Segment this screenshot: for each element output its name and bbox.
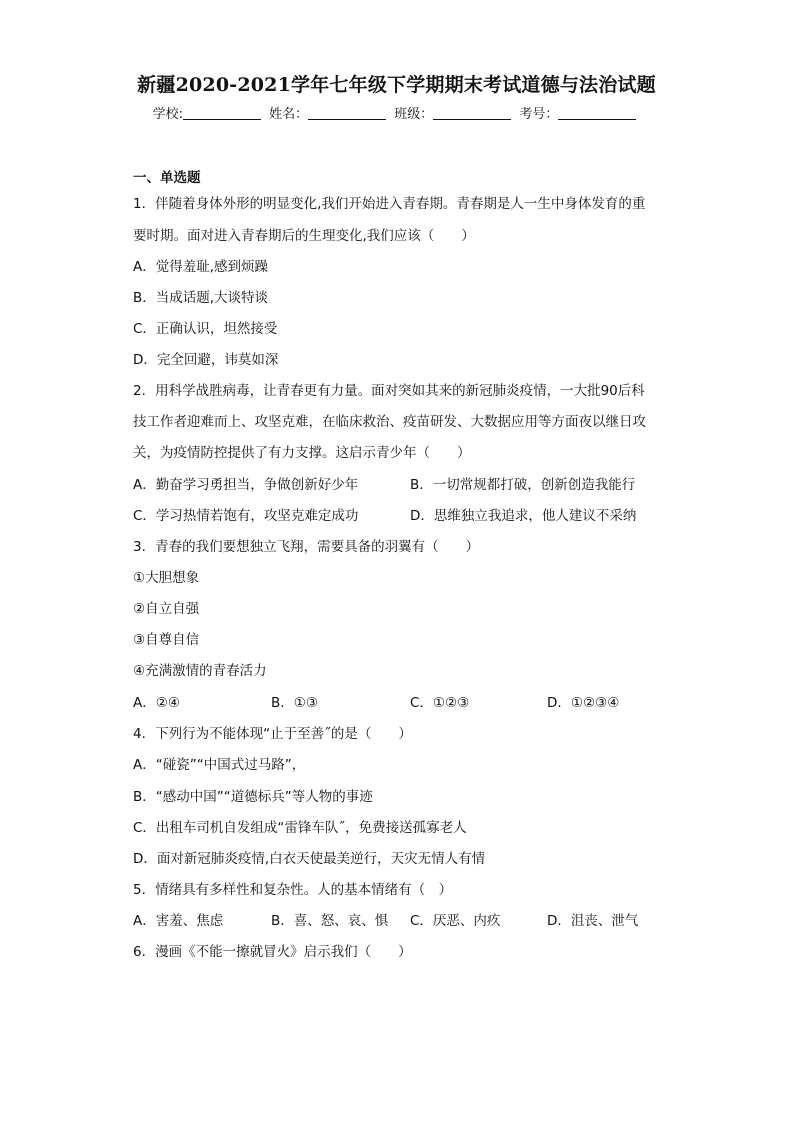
q2-option-a: A．勤奋学习勇担当，争做创新好少年 [133, 477, 359, 493]
q1-option-a: A．觉得羞耻,感到烦躁 [133, 259, 269, 275]
q5-option-c: C．厌恶、内疚 [410, 913, 501, 929]
q3-option-d: D．①②③④ [547, 695, 620, 711]
q2-stem-line-2: 技工作者迎难而上、攻坚克难，在临床救治、疫苗研发、大数据应用等方面夜以继日攻 [133, 414, 646, 430]
number-blank[interactable] [558, 107, 636, 120]
q3-item-3: ③自尊自信 [133, 632, 200, 648]
q5-option-b: B．喜、怒、哀、惧 [271, 913, 389, 929]
q2-option-c: C．学习热情若饱有，攻坚克难定成功 [133, 508, 359, 524]
q4-option-b: B．“感动中国”“道德标兵”等人物的事迹 [133, 789, 373, 805]
q3-option-c: C．①②③ [410, 695, 470, 711]
student-info-line [0, 103, 793, 122]
q1-stem-line-2: 要时期。面对进入青春期后的生理变化,我们应该（ ） [133, 228, 475, 244]
q1-option-c: C．正确认识，坦然接受 [133, 321, 278, 337]
q2-stem-line-3: 关，为疫情防控提供了有力支撑。这启示青少年（ ） [133, 445, 471, 461]
q3-option-a: A．②④ [133, 695, 180, 711]
q6-stem: 6．漫画《不能一擦就冒火》启示我们（ ） [133, 944, 412, 960]
q1-stem-line-1: 1．伴随着身体外形的明显变化,我们开始进入青春期。青春期是人一生中身体发育的重 [133, 196, 646, 212]
class-label: 班级： [394, 107, 434, 122]
q4-stem: 4．下列行为不能体现“止于至善˝的是（ ） [133, 726, 412, 742]
name-blank[interactable] [308, 107, 386, 120]
q2-stem-line-1: 2．用科学战胜病毒，让青春更有力量。面对突如其来的新冠肺炎疫情，一大批90后科 [133, 383, 645, 399]
number-label: 考号： [519, 107, 559, 122]
q5-stem: 5．情绪具有多样性和复杂性。人的基本情绪有（ ） [133, 882, 453, 898]
q2-option-b: B．一切常规都打破，创新创造我能行 [410, 477, 636, 493]
q4-option-c: C．出租车司机自发组成“雷锋车队˝，免费接送孤寡老人 [133, 820, 467, 836]
q1-option-d: D．完全回避，讳莫如深 [133, 352, 279, 368]
page-title: 新疆2020-2021学年七年级下学期期末考试道德与法治试题 [137, 74, 656, 96]
q4-option-d: D．面对新冠肺炎疫情,白衣天使最美逆行，天灾无情人有情 [133, 851, 486, 867]
q2-option-d: D．思维独立我追求，他人建议不采纳 [410, 508, 637, 524]
q1-option-b: B．当成话题,大谈特谈 [133, 290, 269, 306]
school-blank[interactable] [183, 107, 261, 120]
class-blank[interactable] [433, 107, 511, 120]
name-label: 姓名： [269, 107, 309, 122]
q3-item-2: ②自立自强 [133, 601, 200, 617]
q3-option-b: B．①③ [271, 695, 318, 711]
q3-stem: 3．青春的我们要想独立飞翔，需要具备的羽翼有（ ） [133, 539, 480, 555]
section-heading: 一、单选题 [133, 170, 201, 186]
q5-option-d: D．沮丧、泄气 [547, 913, 639, 929]
q5-option-a: A．害羞、焦虑 [133, 913, 224, 929]
school-label: 学校: [152, 107, 183, 122]
q3-item-4: ④充满激情的青春活力 [133, 663, 267, 679]
q4-option-a: A．“碰瓷”“中国式过马路”， [133, 757, 306, 773]
q3-item-1: ①大胆想象 [133, 570, 200, 586]
